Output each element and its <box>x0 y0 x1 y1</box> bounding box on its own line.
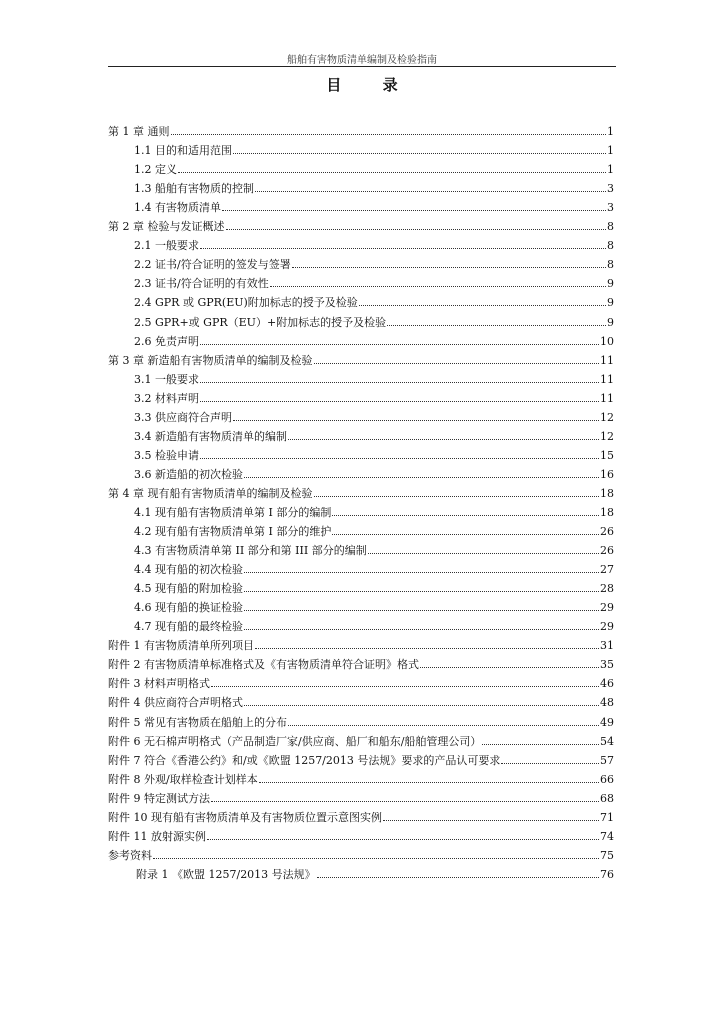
toc-entry-page-number: 11 <box>600 391 614 405</box>
toc-entry-label: 附件 3 材料声明格式 <box>108 677 210 691</box>
toc-entry[interactable] <box>108 290 614 309</box>
toc-entry-page-number: 8 <box>607 258 614 272</box>
toc-entry-label: 1.2 定义 <box>134 163 177 177</box>
dot-leader <box>200 401 599 402</box>
toc-entry-label: 4.2 现有船有害物质清单第 I 部分的维护 <box>134 525 332 539</box>
toc-entry[interactable] <box>108 367 614 386</box>
toc-entry-label: 附件 5 常见有害物质在船舶上的分布 <box>108 715 287 729</box>
dot-leader <box>332 515 599 516</box>
toc-entry-page-number: 9 <box>607 296 614 310</box>
toc-entry-page-number: 1 <box>607 125 614 139</box>
dot-leader <box>255 648 599 649</box>
toc-entry-page-number: 3 <box>607 182 614 196</box>
dot-leader <box>222 210 606 211</box>
toc-entry-label: 4.5 现有船的附加检验 <box>134 582 243 596</box>
toc-entry-label: 附件 11 放射源实例 <box>108 829 206 843</box>
toc-entry[interactable] <box>108 824 614 843</box>
toc-entry-page-number: 74 <box>600 829 614 843</box>
dot-leader <box>270 286 606 287</box>
toc-entry[interactable] <box>108 576 614 595</box>
toc-entry-label: 附件 6 无石棉声明格式（产品制造厂家/供应商、船厂和船东/船舶管理公司） <box>108 734 482 748</box>
dot-leader <box>211 686 599 687</box>
toc-entry-label: 2.2 证书/符合证明的签发与签署 <box>134 258 291 272</box>
toc-entry-page-number: 29 <box>600 620 614 634</box>
toc-entry-label: 第 4 章 现有船有害物质清单的编制及检验 <box>108 486 313 500</box>
dot-leader <box>332 534 599 535</box>
dot-leader <box>244 629 599 630</box>
toc-entry[interactable] <box>108 443 614 462</box>
toc-entry[interactable] <box>108 309 614 328</box>
toc-entry[interactable] <box>108 119 614 138</box>
toc-entry[interactable] <box>108 557 614 576</box>
toc-entry[interactable] <box>108 671 614 690</box>
toc-entry-label: 附件 1 有害物质清单所列项目 <box>108 639 254 653</box>
toc-entry-label: 3.4 新造船有害物质清单的编制 <box>134 429 287 443</box>
toc-entry[interactable] <box>108 595 614 614</box>
toc-entry[interactable] <box>108 767 614 786</box>
toc-entry-label: 2.4 GPR 或 GPR(EU)附加标志的授予及检验 <box>134 296 358 310</box>
toc-entry-label: 2.5 GPR+或 GPR（EU）+附加标志的授予及检验 <box>134 315 387 329</box>
toc-entry-page-number: 18 <box>600 486 614 500</box>
dot-leader <box>383 820 599 821</box>
toc-entry-page-number: 28 <box>600 582 614 596</box>
toc-entry-label: 附件 4 供应商符合声明格式 <box>108 696 243 710</box>
toc-entry-label: 2.1 一般要求 <box>134 239 199 253</box>
toc-entry-label: 2.6 免责声明 <box>134 334 199 348</box>
toc-entry-label: 附件 9 特定测试方法 <box>108 791 210 805</box>
dot-leader <box>359 305 606 306</box>
toc-entry[interactable] <box>108 138 614 157</box>
toc-entry[interactable] <box>108 386 614 405</box>
toc-entry-page-number: 10 <box>600 334 614 348</box>
dot-leader <box>314 496 600 497</box>
toc-entry-page-number: 48 <box>600 696 614 710</box>
toc-entry[interactable] <box>108 233 614 252</box>
toc-entry-label: 1.4 有害物质清单 <box>134 201 221 215</box>
toc-entry-page-number: 12 <box>600 410 614 424</box>
toc-entry-label: 3.6 新造船的初次检验 <box>134 467 243 481</box>
toc-entry-page-number: 16 <box>600 467 614 481</box>
dot-leader <box>207 839 599 840</box>
toc-entry[interactable] <box>108 843 614 862</box>
toc-entry-label: 3.2 材料声明 <box>134 391 199 405</box>
dot-leader <box>255 191 606 192</box>
toc-entry-page-number: 9 <box>607 315 614 329</box>
toc-entry[interactable] <box>108 652 614 671</box>
toc-entry-page-number: 15 <box>600 448 614 462</box>
dot-leader <box>233 420 599 421</box>
toc-entry[interactable] <box>108 214 614 233</box>
toc-entry-page-number: 8 <box>607 239 614 253</box>
toc-entry-label: 1.3 船舶有害物质的控制 <box>134 182 254 196</box>
toc-entry-page-number: 29 <box>600 601 614 615</box>
toc-entry-label: 3.1 一般要求 <box>134 372 199 386</box>
toc-entry[interactable] <box>108 538 614 557</box>
toc-entry-page-number: 1 <box>607 163 614 177</box>
toc-entry[interactable] <box>108 633 614 652</box>
dot-leader <box>153 858 599 859</box>
toc-entry-label: 附件 7 符合《香港公约》和/或《欧盟 1257/2013 号法规》要求的产品认可要求 <box>108 753 501 767</box>
toc-entry-page-number: 49 <box>600 715 614 729</box>
toc-entry[interactable] <box>108 729 614 748</box>
toc-entry[interactable] <box>108 519 614 538</box>
dot-leader <box>259 782 599 783</box>
toc-entry-label: 3.3 供应商符合声明 <box>134 410 232 424</box>
dot-leader <box>200 458 599 459</box>
toc-entry-page-number: 3 <box>607 201 614 215</box>
toc-entry[interactable] <box>108 614 614 633</box>
toc-entry-page-number: 26 <box>600 525 614 539</box>
dot-leader <box>244 705 599 706</box>
dot-leader <box>200 382 599 383</box>
toc-entry-page-number: 66 <box>600 772 614 786</box>
toc-entry-page-number: 31 <box>600 639 614 653</box>
dot-leader <box>211 801 599 802</box>
toc-entry[interactable] <box>108 271 614 290</box>
toc-entry-page-number: 35 <box>600 658 614 672</box>
toc-entry-page-number: 75 <box>600 848 614 862</box>
toc-entry[interactable] <box>108 805 614 824</box>
dot-leader <box>314 363 600 364</box>
dot-leader <box>200 344 599 345</box>
toc-entry-label: 2.3 证书/符合证明的有效性 <box>134 277 269 291</box>
toc-entry[interactable] <box>108 748 614 767</box>
dot-leader <box>482 744 599 745</box>
dot-leader <box>244 477 599 478</box>
header-rule <box>108 66 616 67</box>
toc-entry[interactable] <box>108 862 614 881</box>
toc-entry-page-number: 8 <box>607 220 614 234</box>
toc-entry[interactable] <box>108 195 614 214</box>
dot-leader <box>178 172 606 173</box>
dot-leader <box>244 591 599 592</box>
dot-leader <box>200 248 606 249</box>
toc-entry-label: 4.1 现有船有害物质清单第 I 部分的编制 <box>134 505 332 519</box>
toc-entry-page-number: 11 <box>600 353 614 367</box>
dot-leader <box>171 134 607 135</box>
toc-entry-page-number: 54 <box>600 734 614 748</box>
toc-entry-page-number: 12 <box>600 429 614 443</box>
page-title: 目 录 <box>326 76 416 94</box>
toc-entry-label: 附件 10 现有船有害物质清单及有害物质位置示意图实例 <box>108 810 382 824</box>
toc-entry[interactable] <box>108 329 614 348</box>
dot-leader <box>288 439 599 440</box>
toc-entry-page-number: 46 <box>600 677 614 691</box>
toc-entry[interactable] <box>108 405 614 424</box>
dot-leader <box>233 153 606 154</box>
toc-entry-page-number: 68 <box>600 791 614 805</box>
toc-entry[interactable] <box>108 252 614 271</box>
running-header: 船舶有害物质清单编制及检验指南 <box>287 55 437 66</box>
toc-entry-label: 1.1 目的和适用范围 <box>134 144 232 158</box>
toc-entry[interactable] <box>108 176 614 195</box>
toc-entry-label: 附件 8 外观/取样检查计划样本 <box>108 772 258 786</box>
toc-entry-label: 4.3 有害物质清单第 II 部分和第 III 部分的编制 <box>134 544 367 558</box>
toc-entry[interactable] <box>108 348 614 367</box>
toc-entry-label: 第 1 章 通则 <box>108 125 170 139</box>
toc-entry[interactable] <box>108 500 614 519</box>
toc-entry-page-number: 26 <box>600 544 614 558</box>
toc-entry[interactable] <box>108 424 614 443</box>
toc-entry-page-number: 18 <box>600 505 614 519</box>
toc-entry-label: 参考资料 <box>108 848 152 862</box>
toc-entry-label: 附件 2 有害物质清单标准格式及《有害物质清单符合证明》格式 <box>108 658 419 672</box>
toc-entry-label: 4.4 现有船的初次检验 <box>134 563 243 577</box>
dot-leader <box>244 572 599 573</box>
toc-entry-page-number: 11 <box>600 372 614 386</box>
dot-leader <box>420 667 599 668</box>
toc-entry[interactable] <box>108 481 614 500</box>
toc-entry-label: 第 2 章 检验与发证概述 <box>108 220 225 234</box>
dot-leader <box>387 325 606 326</box>
dot-leader <box>368 553 599 554</box>
toc-entry-page-number: 27 <box>600 563 614 577</box>
toc-entry-label: 第 3 章 新造船有害物质清单的编制及检验 <box>108 353 313 367</box>
dot-leader <box>501 763 599 764</box>
toc-entry[interactable] <box>108 462 614 481</box>
dot-leader <box>288 725 599 726</box>
table-of-contents <box>108 119 614 881</box>
dot-leader <box>292 267 606 268</box>
toc-entry-label: 4.6 现有船的换证检验 <box>134 601 243 615</box>
toc-entry[interactable] <box>108 690 614 709</box>
toc-entry-page-number: 57 <box>600 753 614 767</box>
toc-entry-page-number: 1 <box>607 144 614 158</box>
toc-entry-page-number: 71 <box>600 810 614 824</box>
toc-entry-label: 附录 1 《欧盟 1257/2013 号法规》 <box>136 867 316 881</box>
toc-entry[interactable] <box>108 157 614 176</box>
toc-entry-page-number: 9 <box>607 277 614 291</box>
toc-entry-page-number: 76 <box>600 867 614 881</box>
dot-leader <box>317 877 599 878</box>
toc-entry[interactable] <box>108 709 614 728</box>
dot-leader <box>244 610 599 611</box>
toc-entry[interactable] <box>108 786 614 805</box>
dot-leader <box>226 229 607 230</box>
toc-entry-label: 3.5 检验申请 <box>134 448 199 462</box>
toc-entry-label: 4.7 现有船的最终检验 <box>134 620 243 634</box>
